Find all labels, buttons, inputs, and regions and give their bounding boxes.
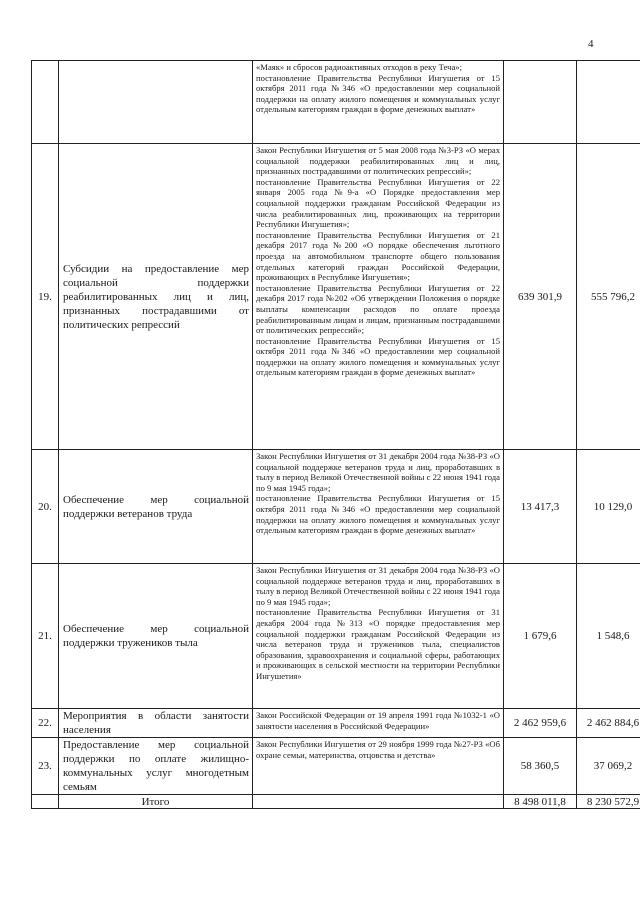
planned-amount: 639 301,9	[504, 144, 577, 450]
table-row	[32, 709, 640, 738]
table-row	[32, 450, 640, 564]
expense-name: Обеспечение мер социальной поддержки ветеранов труда	[59, 450, 253, 564]
total-planned: 8 498 011,8	[504, 795, 577, 809]
expense-name: Предоставление мер социальной поддержки по оплате жилищно-коммунальных услуг многодетным семьям	[59, 738, 253, 795]
table-body	[32, 61, 640, 809]
legal-document: Закон Республики Ингушетия от 5 мая 2008 года №3-РЗ «О мерах социальной поддержки реабилитированных лиц и лиц, признанных пострадавшими от политических репрессий»;	[256, 145, 500, 177]
actual-amount: 10 129,0	[577, 450, 640, 564]
actual-amount: 555 796,2	[577, 144, 640, 450]
planned-amount: 58 360,5	[504, 738, 577, 795]
row-number: 19.	[32, 144, 59, 450]
legal-document: Закон Республики Ингушетия от 31 декабря 2004 года №38-РЗ «О социальной поддержке ветеранов труда и лиц, проработавших в тылу в период Великой Отечественной войны с 22 июня 1941 года по 9 мая 1945 года»;	[256, 565, 500, 607]
actual-amount: 37 069,2	[577, 738, 640, 795]
legal-basis	[253, 564, 504, 709]
row-number: 23.	[32, 738, 59, 795]
actual-amount: 1 548,6	[577, 564, 640, 709]
expense-name: Мероприятия в области занятости населения	[59, 709, 253, 738]
expense-name: Обеспечение мер социальной поддержки тружеников тыла	[59, 564, 253, 709]
legal-document: постановление Правительства Республики Ингушетия от 31 декабря 2004 года №313 «О порядке предоставления мер социальной поддержки гражданам Российской Федерации из числа ветеранов труда и тружеников тыла, специалистов образования, здравоохранения и социальной сферы, работающих и проживающих в сельской местности на территории Республики Ингушетия»	[256, 607, 500, 681]
expense-name: Субсидии на предоставление мер социальной поддержки реабилитированных лиц и лиц, признанных пострадавшими от политических репрессий	[59, 144, 253, 450]
legal-basis	[253, 738, 504, 795]
legal-basis	[253, 450, 504, 564]
total-label: Итого	[59, 795, 253, 809]
planned-amount: 13 417,3	[504, 450, 577, 564]
legal-basis	[253, 144, 504, 450]
actual-amount: 2 462 884,6	[577, 709, 640, 738]
table-row	[32, 61, 640, 144]
total-empty-cell	[32, 795, 59, 809]
planned-amount: 2 462 959,6	[504, 709, 577, 738]
total-basis-empty	[253, 795, 504, 809]
legal-basis	[253, 61, 504, 144]
total-row	[32, 795, 640, 809]
legal-document: постановление Правительства Республики Ингушетия от 15 октября 2011 года №346 «О предоставлении мер социальной поддержки на оплату жилого помещения и коммунальных услуг отдельным категориям граждан в форме денежных выплат»	[256, 335, 500, 378]
table-row	[32, 738, 640, 795]
expense-name	[59, 61, 253, 144]
legal-document: постановление Правительства Республики Ингушетия от 15 октября 2011 года №346 «О предоставлении мер социальной поддержки на оплату жилого помещения и коммунальных услуг отдельным категориям граждан в форме денежных выплат»	[256, 493, 500, 536]
planned-amount	[504, 61, 577, 144]
legal-document: постановление Правительства Республики Ингушетия от 22 января 2005 года №9-а «О Порядке предоставления мер социальной поддержки гражданам Российской Федерации из числа реабилитированных лиц, проживающих на территории Республики Ингушетия»;	[256, 176, 500, 230]
legal-basis	[253, 709, 504, 738]
row-number: 21.	[32, 564, 59, 709]
table-row	[32, 564, 640, 709]
row-number: 22.	[32, 709, 59, 738]
legal-document: постановление Правительства Республики Ингушетия от 15 октября 2011 года №346 «О предоставлении мер социальной поддержки на оплату жилого помещения и коммунальных услуг отдельным категориям граждан в форме денежных выплат»	[256, 72, 500, 115]
legal-document: Закон Российской Федерации от 19 апреля 1991 года №1032-1 «О занятости населения в Российской Федерации»	[256, 710, 500, 731]
page-number: 4	[588, 38, 594, 50]
legal-document: Закон Республики Ингушетия от 31 декабря 2004 года №38-РЗ «О социальной поддержке ветеранов труда и лиц, проработавших в тылу в период Великой Отечественной войны с 22 июня 1941 года по 9 мая 1945 года»;	[256, 451, 500, 493]
actual-amount	[577, 61, 640, 144]
row-number: 20.	[32, 450, 59, 564]
row-number	[32, 61, 59, 144]
legal-document: постановление Правительства Республики Ингушетия от 22 декабря 2017 года №202 «Об утверждении Положения о порядке выплаты компенсации расходов по оплате проезда реабилитированным лицам и лицам, признанным пострадавшими от политических репрессий»;	[256, 282, 500, 336]
budget-table	[31, 60, 640, 809]
legal-document: Закон Республики Ингушетия от 29 ноября 1999 года №27-РЗ «Об охране семьи, материнства, отцовства и детства»	[256, 739, 500, 760]
legal-document: «Маяк» и сбросов радиоактивных отходов в реку Теча»;	[256, 62, 462, 72]
total-actual: 8 230 572,9	[577, 795, 640, 809]
table-row	[32, 144, 640, 450]
legal-document: постановление Правительства Республики Ингушетия от 21 декабря 2017 года №200 «О порядке обеспечения льготного проезда на автомобильном транспорте общего пользования отдельных категорий граждан Российской Федерации, проживающих в Республике Ингушетия»;	[256, 229, 500, 283]
planned-amount: 1 679,6	[504, 564, 577, 709]
